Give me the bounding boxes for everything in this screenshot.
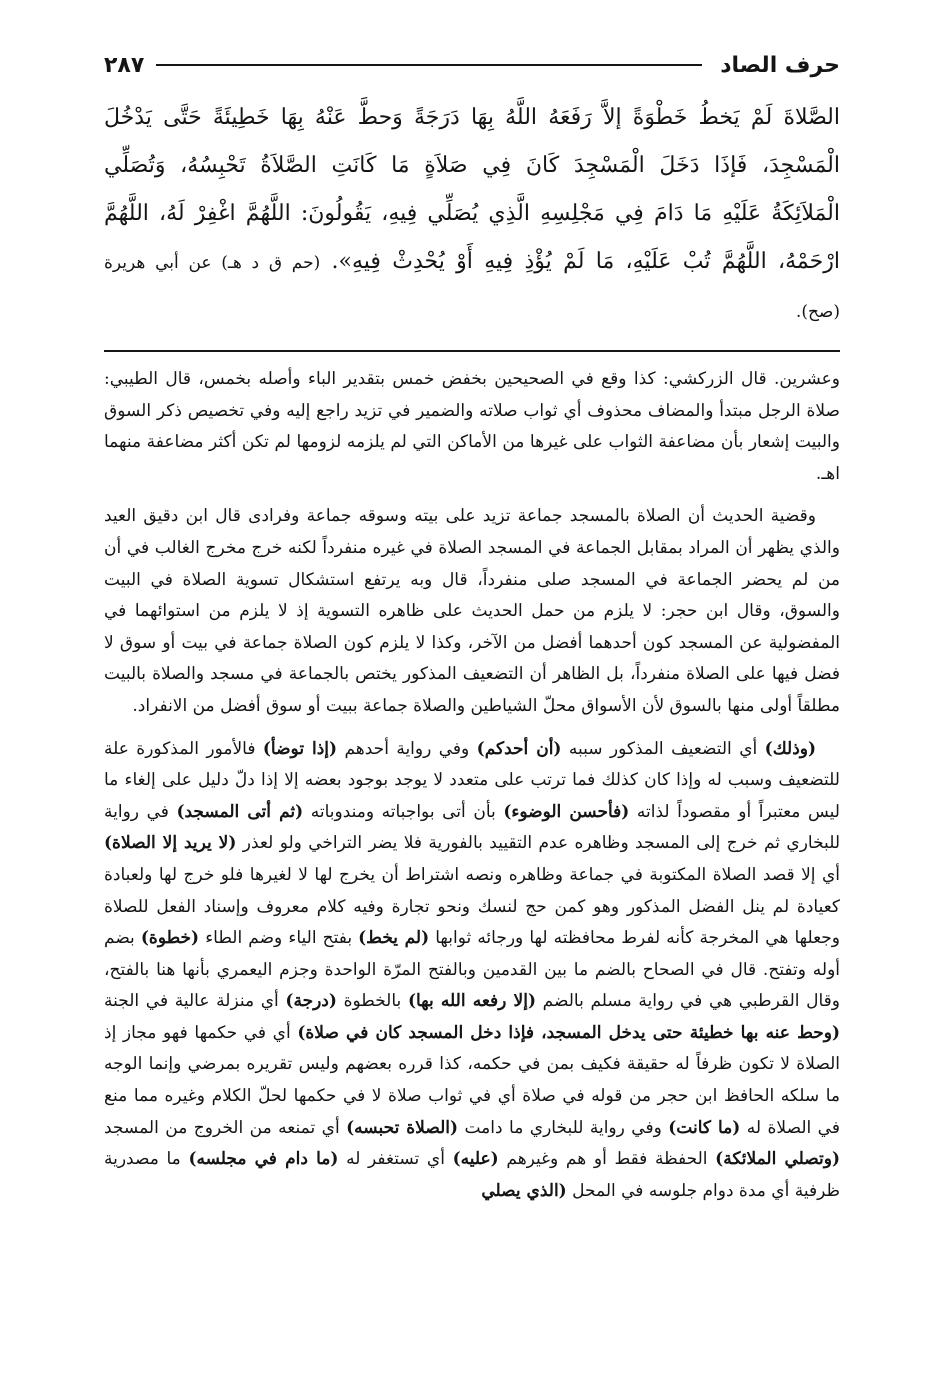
quoted-phrase: (خطوة) — [140, 928, 200, 949]
quoted-phrase: (لم يخط) — [358, 928, 430, 949]
commentary-text: أي في حكمها فهو مجاز إذ الصلاة لا تكون ظرفاً له حقيقة فكيف بمن في حكمه، كذا قرره بعضهم وليس تقريره بمرضي وإنما الوجه ما سلكه الحافظ ابن حجر من قوله في صلاة أي في ثواب صلاة لا في حكمها لحلّ الكلام وغيره مما منع في الصلاة له — [104, 1022, 840, 1138]
quoted-phrase: (وذلك) — [764, 738, 817, 759]
commentary-text: بأن أتى بواجباته ومندوباته — [303, 801, 504, 822]
quoted-phrase: (ما كانت) — [668, 1117, 741, 1138]
quoted-phrase: (ما دام في مجلسه) — [188, 1149, 339, 1170]
quoted-phrase: (عليه) — [452, 1149, 499, 1170]
quoted-phrase: (إلا رفعه الله بها) — [407, 991, 537, 1012]
quoted-phrase: (وتصلي الملائكة) — [715, 1149, 841, 1170]
quoted-phrase: (فأحسن الوضوء) — [503, 801, 630, 822]
commentary-paragraph: وعشرين. قال الزركشي: كذا وقع في الصحيحين بخفض خمس بتقدير الباء وأصله بخمس، قال الطيبي: صلاة الرجل مبتدأ والمضاف محذوف أي ثواب صلاته والضمير في تزيد راجع إليه وفي تخصيص ذكر السوق والبيت إشعار بأن مضاعفة الثواب على غيرها من الأماكن التي لم يلزمه لزومها لم تكن أكثر مضاعفة منهما اهـ. — [104, 369, 840, 484]
page-header — [104, 44, 840, 86]
quoted-phrase: (وحط عنه بها خطيئة حتى يدخل المسجد، فإذا دخل المسجد كان في صلاة) — [297, 1022, 840, 1043]
quoted-phrase: (الذي يصلي — [481, 1180, 567, 1201]
commentary-text: أي تمنعه من الخروج من المسجد — [104, 1117, 347, 1138]
commentary-text: بالخطوة — [336, 991, 408, 1012]
commentary-text: في رواية للبخاري ثم خرج إلى المسجد وظاهره عدم التقييد بالفورية فلا يضر التراخي ولو لعذر — [104, 801, 840, 854]
quoted-phrase: (الصلاة تحبسه) — [346, 1117, 459, 1138]
commentary-text: بفتح الياء وضم الطاء — [199, 928, 359, 949]
quoted-phrase: (لا يريد إلا الصلاة) — [104, 833, 237, 854]
quoted-phrase: (ثم أتى المسجد) — [176, 801, 304, 822]
commentary-text: أي إلا قصد الصلاة المكتوبة في جماعة وظاهره ونصه اشتراط أن يخرج لها لا لغيرها فلو خرج لها ولعبادة كعيادة لم ينل الفضل المذكور وهو كمن حج لنسك ونحو تجارة وفيه كلام معروف وإسناد الفعل للصلاة وجعلها هي المخرجة كأنه لفرط محافظته لها ورجائه ثوابها — [104, 864, 841, 949]
commentary-text: الحفظة فقط أو هم وغيرهم — [498, 1149, 716, 1170]
commentary-block — [104, 364, 840, 1207]
commentary-text: أي تستغفر له — [338, 1149, 453, 1170]
commentary-text: ما مصدرية ظرفية أي مدة دوام جلوسه في المحل — [104, 1149, 840, 1201]
quoted-phrase: (درجة) — [285, 991, 337, 1012]
quoted-phrase: (إذا توضأ) — [262, 738, 338, 759]
book-page — [104, 44, 840, 1334]
commentary-text: أي منزلة عالية في الجنة — [104, 991, 286, 1012]
chapter-title: حرف الصاد — [720, 52, 840, 78]
hadith-text-block — [104, 94, 840, 336]
commentary-text: أي التضعيف المذكور سببه — [561, 738, 765, 759]
hadith-reference: (حم ق د هـ) عن أبي هريرة (صح). — [104, 253, 840, 322]
commentary-paragraph: وقضية الحديث أن الصلاة بالمسجد جماعة تزيد على بيته وسوقه جماعة وفرادى قال ابن دقيق العيد والذي يظهر أن المراد بمقابل الجماعة في المسجد الصلاة في غيره منفرداً لكنه خرج مخرج الغالب في أن من لم يحضر الجماعة في المسجد صلى منفرداً، قال وبه يرتفع استشكال تسوية الصلاة في البيت والسوق، وقال ابن حجر: لا يلزم من حمل الحديث على ظاهره التسوية إذ لا يلزم من استوائهما في المفضولية عن المسجد كون أحدهما أفضل من الآخر، وكذا لا يلزم كون الصلاة جماعة في بيت أو سوق لا فضل فيها على الصلاة منفرداً، بل الظاهر أن التضعيف المذكور يختص بالجماعة في مسجد والصلاة بالبيت مطلقاً أولى منها بالسوق لأن الأسواق محلّ الشياطين والصلاة جماعة ببيت أو سوق أفضل من الانفراد. — [104, 506, 840, 716]
footnote-divider — [104, 350, 840, 352]
commentary-text: وفي رواية للبخاري ما دامت — [458, 1117, 669, 1138]
commentary-text: فالأمور المذكورة علة للتضعيف وسبب له وإذا كان كذلك فما ترتب على متعدد لا يوجد بوجود بعضه إلا إذا دلّ دليل على إلغاء ما ليس معتبراً أو مقصوداً لذاته — [104, 738, 840, 822]
hadith-text: الصَّلاةَ لَمْ يَخطُ خَطْوَةً إلاَّ رَفَعَهُ اللَّهُ بِهَا دَرَجَةً وَحطَّ عَنْهُ بِهَا خَطِيئَةً حَتَّى يَدْخُلَ الْمَسْجِدَ، فَإذَا دَخَلَ الْمَسْجِدَ كَانَ فِي صَلاَةٍ مَا كَانَتِ الصَّلاَةُ تَحْبِسُهُ، وَتُصَلِّي الْمَلاَئِكَةُ عَلَيْهِ مَا دَامَ فِي مَجْلِسِهِ الَّذِي يُصَلِّي فِيهِ، يَقُولُونَ: اللَّهُمَّ اغْفِرْ لَهُ، اللَّهُمَّ ارْحَمْهُ، اللَّهُمَّ تُبْ عَلَيْهِ، مَا لَمْ يُؤْذِ فِيهِ أَوْ يُحْدِثْ فِيهِ». — [104, 105, 840, 274]
commentary-text: وفي رواية أحدهم — [337, 738, 477, 759]
commentary-text: بضم أوله وتفتح. قال في الصحاح بالضم ما بين القدمين وبالفتح المرّة الواحدة وجزم اليعمري بأنها هنا بالفتح، وقال القرطبي هي في رواية مسلم بالضم — [104, 928, 840, 1012]
quoted-phrase: (أن أحدكم) — [476, 738, 562, 759]
commentary-paragraph — [104, 734, 840, 1208]
header-rule — [156, 64, 702, 66]
page-number: ٢٨٧ — [104, 52, 145, 78]
